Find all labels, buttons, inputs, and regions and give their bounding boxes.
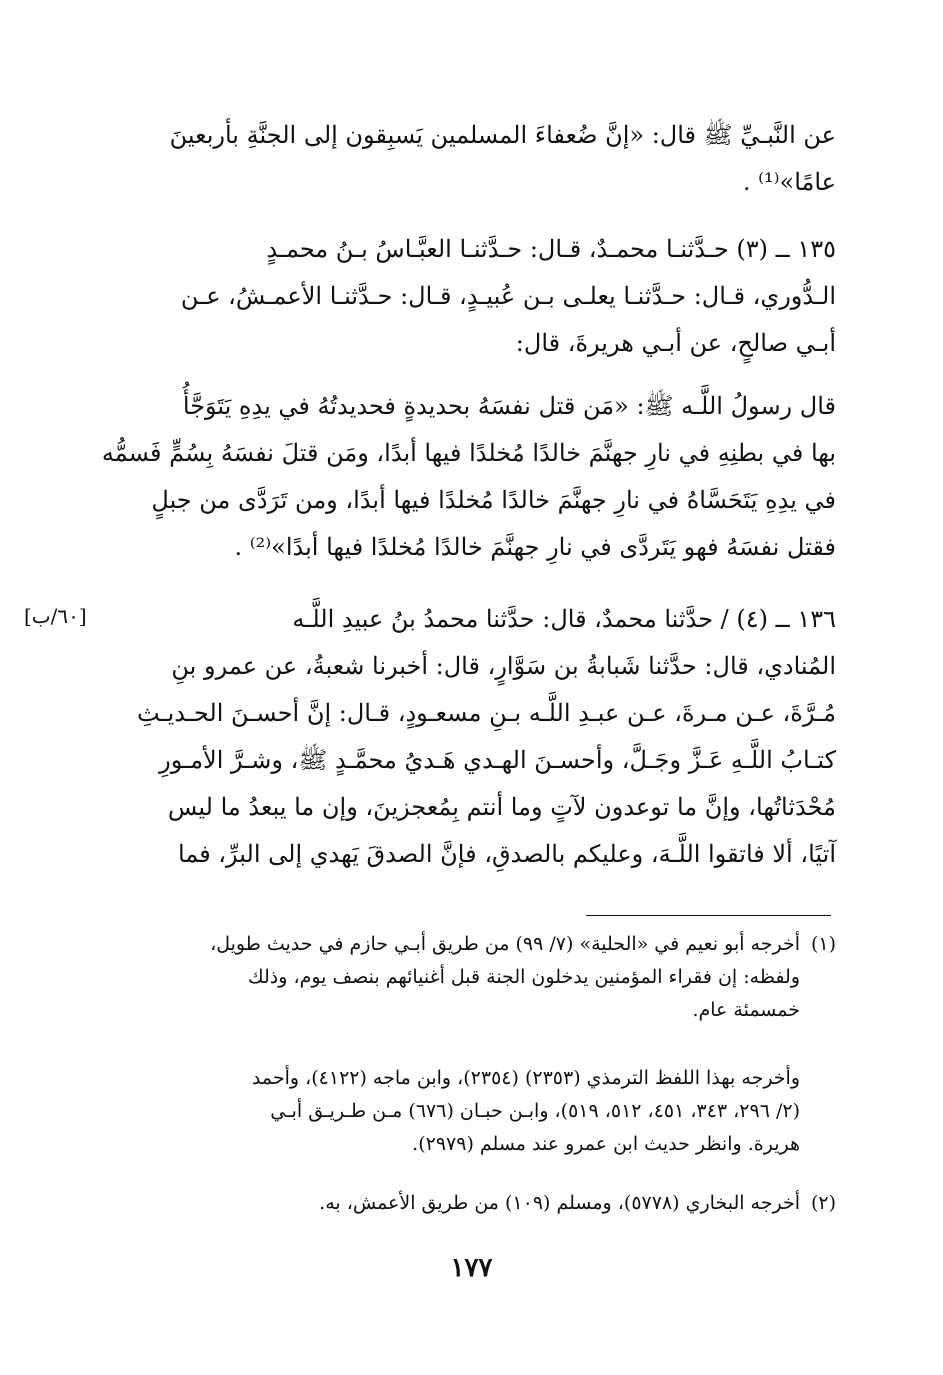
text-line: مُحْدَثاتُها، وإنَّ ما توعدون لآتٍ وما أنتم بِمُعجزينَ، وإن ما يبعدُ ما ليس <box>167 793 836 821</box>
text-line: بها في بطنِهِ في نارِ جهنَّمَ خالدًا مُخلدًا فيها أبدًا، ومَن قتلَ نفسَهُ بِسُمٍّ فَسمُّه <box>101 439 836 467</box>
text-line: المُنادي، قال: حدَّثنا شَبابةُ بن سَوَّارٍ، قال: أخبرنا شعبةُ، عن عمرو بنِ <box>171 652 836 680</box>
text-line: مُـرَّةَ، عـن مـرةَ، عـن عبـدِ اللَّـه بـنِ مسعـودٍ، قـال: إنَّ أحسـنَ الحـديـثِ <box>137 699 836 727</box>
text-line: ١٣٦ ــ (٤) / حدَّثنا محمدٌ، قال: حدَّثنا محمدُ بنُ عبيدِ اللَّـه <box>292 605 836 633</box>
text-line: آتيًا، ألا فاتقوا اللَّـهَ، وعليكم بالصدقِ، فإنَّ الصدقَ يَهدي إلى البرِّ، فما <box>178 840 836 868</box>
text-line: عن النَّبـيِّ ﷺ قال: «إنَّ ضُعفاءَ المسلمين يَسبِقون إلى الجنَّةِ بأربعينَ <box>169 121 836 149</box>
footnote-line <box>105 1187 836 1220</box>
text-line: في يدِهِ يَتَحَسَّاهُ في نارِ جهنَّمَ خالدًا مُخلدًا فيها أبدًا، ومن تَرَدَّى من جبلٍ <box>151 486 836 514</box>
footnote-number: (١) <box>810 933 836 955</box>
footnote-2 <box>105 1187 836 1220</box>
text-line: الـدُّوري، قـال: حـدَّثنـا يعلـى بـن عُبيـدٍ، قـال: حـدَّثنـا الأعمـشُ، عـن <box>180 282 836 310</box>
text-line: فقتل نفسَهُ فهو يَتَردَّى في نارِ جهنَّمَ خالدًا مُخلدًا فيها أبدًا»⁽²⁾ . <box>234 533 836 561</box>
footnote-1 <box>105 928 836 1027</box>
paragraph-hadith-135-isnad <box>105 226 836 367</box>
footnote-line: خمسمئة عام. <box>692 999 800 1021</box>
text-line: أبـي صالحٍ، عن أبـي هريرةَ، قال: <box>515 329 836 357</box>
footnote-line: (٢/ ٢٩٦، ٣٤٣، ٤٥١، ٥١٢، ٥١٩)، وابـن حبـان (٦٧٦) مـن طـريـق أبـي <box>270 1100 800 1122</box>
text-line: قال رسولُ اللَّـه ﷺ: «مَن قتل نفسَهُ بحديدةٍ فحديدتُهُ في يدِهِ يَتَوَجَّأُ <box>182 392 836 420</box>
paragraph-hadith-136 <box>105 596 836 878</box>
page-number: ١٧٧ <box>450 1253 493 1283</box>
footnote-line: وأخرجه بهذا اللفظ الترمذي (٢٣٥٣) (٢٣٥٤)، وابن ماجه (٤١٢٢)، وأحمد <box>251 1067 800 1089</box>
footnote-1-continued <box>105 1062 836 1161</box>
footnote-line: ولفظه: إن فقراء المؤمنين يدخلون الجنة قبل أغنيائهم بنصف يوم، وذلك <box>247 966 800 988</box>
footnote-line <box>105 928 836 961</box>
footnote-number: (٢) <box>810 1192 836 1214</box>
footnote-line: هريرة. وانظر حديث ابن عمرو عند مسلم (٢٩٧٩). <box>412 1133 800 1155</box>
footnote-separator <box>586 915 831 916</box>
paragraph-hadith-intro <box>105 112 836 206</box>
footnote-text: أخرجه أبو نعيم في «الحلية» (٧/ ٩٩) من طريق أبـي حازم في حديث طويل، <box>210 933 800 955</box>
text-line: ١٣٥ ــ (٣) حـدَّثنـا محمـدٌ، قـال: حـدَّثنـا العبَّـاسُ بـنُ محمـدٍ <box>266 235 836 263</box>
paragraph-hadith-135-matn <box>101 383 836 571</box>
footnote-text: أخرجه البخاري (٥٧٧٨)، ومسلم (١٠٩) من طريق الأعمش، به. <box>319 1192 800 1214</box>
text-line: كتـابُ اللَّـهِ عَـزَّ وجَـلَّ، وأحسـنَ الهـدي هَـديُ محمَّـدٍ ﷺ، وشـرَّ الأمـورِ <box>159 746 836 774</box>
manuscript-folio-marker: [٦٠/ب] <box>24 604 87 628</box>
text-line: عامًا»⁽¹⁾ . <box>742 168 836 196</box>
